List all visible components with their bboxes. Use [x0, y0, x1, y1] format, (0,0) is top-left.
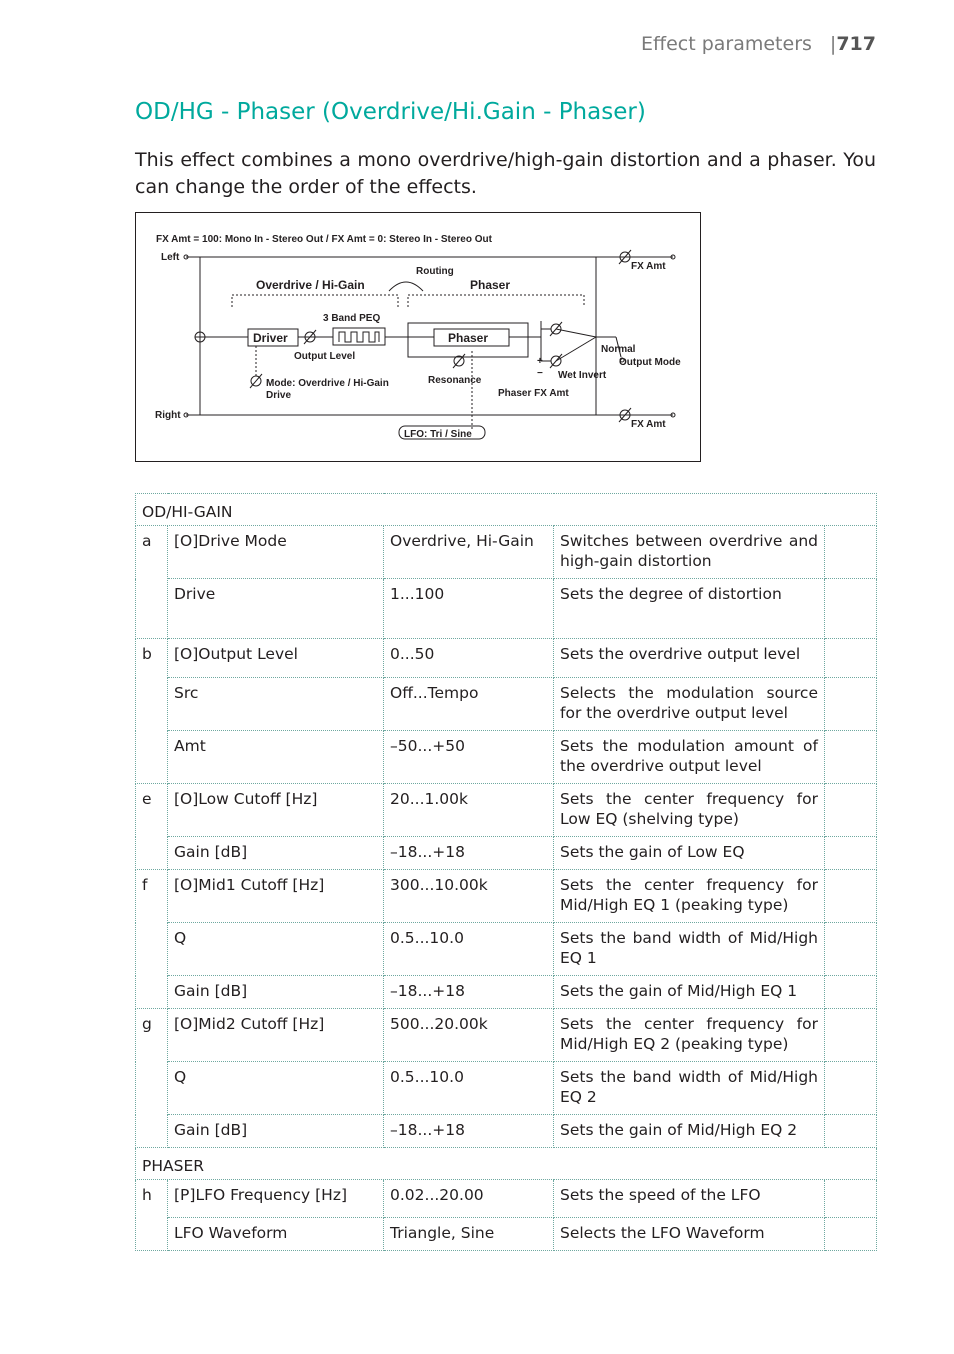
page-number: 717 — [836, 33, 876, 55]
param-name: Q — [168, 1062, 384, 1115]
description-line: Selects the modulation source — [560, 684, 818, 702]
od-group-label: Overdrive / Hi-Gain — [256, 278, 365, 292]
param-name: Gain [dB] — [168, 837, 384, 870]
description-line: for the overdrive output level — [560, 704, 788, 722]
param-range: 300...10.00k — [384, 870, 554, 923]
plus-sign: + — [537, 356, 543, 367]
description-line: Sets the center frequency for — [560, 790, 818, 808]
param-extra-cell — [825, 678, 877, 731]
description-line: Sets the speed of the LFO — [560, 1186, 761, 1204]
param-extra-cell — [825, 976, 877, 1009]
param-description — [554, 639, 825, 678]
description-line: Sets the overdrive output level — [560, 645, 801, 663]
description-line: Sets the degree of distortion — [560, 585, 782, 603]
param-name: Amt — [168, 731, 384, 784]
parameter-table-body — [136, 494, 877, 1251]
description-line: Sets the modulation amount of — [560, 737, 818, 755]
param-extra-cell — [825, 639, 877, 678]
left-label: Left — [161, 252, 180, 263]
description-line: the overdrive output level — [560, 757, 762, 775]
description-line: Sets the band width of Mid/High — [560, 929, 818, 947]
param-extra-cell — [825, 731, 877, 784]
param-description — [554, 1218, 825, 1251]
param-extra-cell — [825, 1062, 877, 1115]
table-row — [136, 678, 877, 731]
param-extra-cell — [825, 923, 877, 976]
phaser-block-label: Phaser — [448, 331, 489, 345]
param-range: –50...+50 — [384, 731, 554, 784]
param-range: 500...20.00k — [384, 1009, 554, 1062]
param-name: [O]Mid1 Cutoff [Hz] — [168, 870, 384, 923]
routing-label: Routing — [416, 266, 454, 277]
description-line: Switches between overdrive and — [560, 532, 818, 550]
section-name: Effect parameters — [640, 33, 812, 55]
section-phaser-title: PHASER — [136, 1148, 877, 1180]
param-range: Triangle, Sine — [384, 1218, 554, 1251]
mode-label: Mode: Overdrive / Hi-Gain — [266, 378, 389, 389]
table-row — [136, 1062, 877, 1115]
section-row — [136, 1148, 877, 1180]
output-level-label: Output Level — [294, 351, 356, 362]
normal-label: Normal — [601, 344, 636, 355]
peq-label: 3 Band PEQ — [323, 313, 381, 324]
phaser-dashed-group — [408, 295, 584, 307]
param-key: g — [136, 1009, 168, 1148]
param-description — [554, 526, 825, 579]
param-name: Q — [168, 923, 384, 976]
param-extra-cell — [825, 1115, 877, 1148]
phaser-group-label: Phaser — [470, 278, 511, 292]
param-name: Drive — [168, 579, 384, 639]
param-name: [O]Mid2 Cutoff [Hz] — [168, 1009, 384, 1062]
description-line: Sets the gain of Low EQ — [560, 843, 745, 861]
table-row — [136, 1009, 877, 1062]
page-title: OD/HG - Phaser (Overdrive/Hi.Gain - Phaser) — [135, 99, 646, 125]
routing-arrow — [389, 282, 423, 291]
header-separator: | — [829, 33, 837, 55]
param-description — [554, 731, 825, 784]
description-line: Sets the gain of Mid/High EQ 2 — [560, 1121, 798, 1139]
table-row — [136, 579, 877, 639]
param-description — [554, 1009, 825, 1062]
fx-amt-top-label: FX Amt — [631, 261, 666, 272]
param-name: Gain [dB] — [168, 1115, 384, 1148]
description-line: high-gain distortion — [560, 552, 712, 570]
param-range: 1...100 — [384, 579, 554, 639]
param-range: 20...1.00k — [384, 784, 554, 837]
param-range: –18...+18 — [384, 1115, 554, 1148]
table-row — [136, 784, 877, 837]
intro-paragraph: This effect combines a mono overdrive/high-gain distortion and a phaser. You can change the order of the effects. — [135, 149, 876, 198]
param-extra-cell — [825, 1218, 877, 1251]
table-row — [136, 639, 877, 678]
description-line: Sets the band width of Mid/High — [560, 1068, 818, 1086]
table-row — [136, 870, 877, 923]
section-row — [136, 494, 877, 526]
peq-curve — [339, 332, 379, 342]
param-description — [554, 870, 825, 923]
param-description — [554, 1115, 825, 1148]
param-range: 0.5...10.0 — [384, 923, 554, 976]
parameter-table — [135, 493, 877, 1251]
param-extra-cell — [825, 1009, 877, 1062]
od-dashed-group — [232, 295, 398, 307]
param-key: h — [136, 1180, 168, 1251]
wet-invert-label: Wet Invert — [558, 370, 607, 381]
description-line: Sets the gain of Mid/High EQ 1 — [560, 982, 798, 1000]
table-row — [136, 731, 877, 784]
phaser-fx-amt-label: Phaser FX Amt — [498, 388, 569, 399]
section-od-title: OD/HI-GAIN — [136, 494, 877, 526]
description-line: EQ 1 — [560, 949, 597, 967]
fx-amt-bottom-label: FX Amt — [631, 419, 666, 430]
description-line: Low EQ (shelving type) — [560, 810, 739, 828]
param-extra-cell — [825, 870, 877, 923]
param-key: e — [136, 784, 168, 870]
param-extra-cell — [825, 526, 877, 579]
page-header — [641, 33, 876, 55]
table-row — [136, 976, 877, 1009]
description-line: Sets the center frequency for — [560, 1015, 818, 1033]
table-row — [136, 1115, 877, 1148]
diagram-svg — [136, 213, 700, 461]
param-extra-cell — [825, 579, 877, 639]
param-description — [554, 1062, 825, 1115]
param-description — [554, 1180, 825, 1218]
output-mode-label: Output Mode — [619, 357, 681, 368]
param-extra-cell — [825, 837, 877, 870]
table-row — [136, 526, 877, 579]
param-extra-cell — [825, 784, 877, 837]
table-row — [136, 1180, 877, 1218]
description-line: Mid/High EQ 2 (peaking type) — [560, 1035, 789, 1053]
param-key: b — [136, 639, 168, 784]
resonance-label: Resonance — [428, 375, 482, 386]
param-range: 0.5...10.0 — [384, 1062, 554, 1115]
param-description — [554, 678, 825, 731]
param-description — [554, 976, 825, 1009]
description-line: Mid/High EQ 1 (peaking type) — [560, 896, 789, 914]
param-range: 0.02...20.00 — [384, 1180, 554, 1218]
param-name: Gain [dB] — [168, 976, 384, 1009]
table-row — [136, 1218, 877, 1251]
param-range: Overdrive, Hi-Gain — [384, 526, 554, 579]
minus-sign: − — [537, 368, 543, 379]
param-name: [P]LFO Frequency [Hz] — [168, 1180, 384, 1218]
param-extra-cell — [825, 1180, 877, 1218]
param-range: –18...+18 — [384, 837, 554, 870]
description-line: Sets the center frequency for — [560, 876, 818, 894]
description-line: Selects the LFO Waveform — [560, 1224, 765, 1242]
param-description — [554, 837, 825, 870]
param-description — [554, 579, 825, 639]
param-description — [554, 923, 825, 976]
drive-label: Drive — [266, 390, 292, 401]
param-key: a — [136, 526, 168, 639]
param-name: LFO Waveform — [168, 1218, 384, 1251]
param-range: Off...Tempo — [384, 678, 554, 731]
param-name: [O]Output Level — [168, 639, 384, 678]
param-name: [O]Drive Mode — [168, 526, 384, 579]
lfo-label: LFO: Tri / Sine — [404, 429, 472, 440]
table-row — [136, 837, 877, 870]
right-label: Right — [155, 410, 181, 421]
signal-flow-diagram — [135, 212, 701, 462]
param-range: –18...+18 — [384, 976, 554, 1009]
param-name: Src — [168, 678, 384, 731]
param-range: 0...50 — [384, 639, 554, 678]
param-key: f — [136, 870, 168, 1009]
diagram-top-note: FX Amt = 100: Mono In - Stereo Out / FX Amt = 0: Stereo In - Stereo Out — [156, 234, 492, 245]
param-name: [O]Low Cutoff [Hz] — [168, 784, 384, 837]
description-line: EQ 2 — [560, 1088, 597, 1106]
table-row — [136, 923, 877, 976]
param-description — [554, 784, 825, 837]
driver-label: Driver — [253, 331, 288, 345]
